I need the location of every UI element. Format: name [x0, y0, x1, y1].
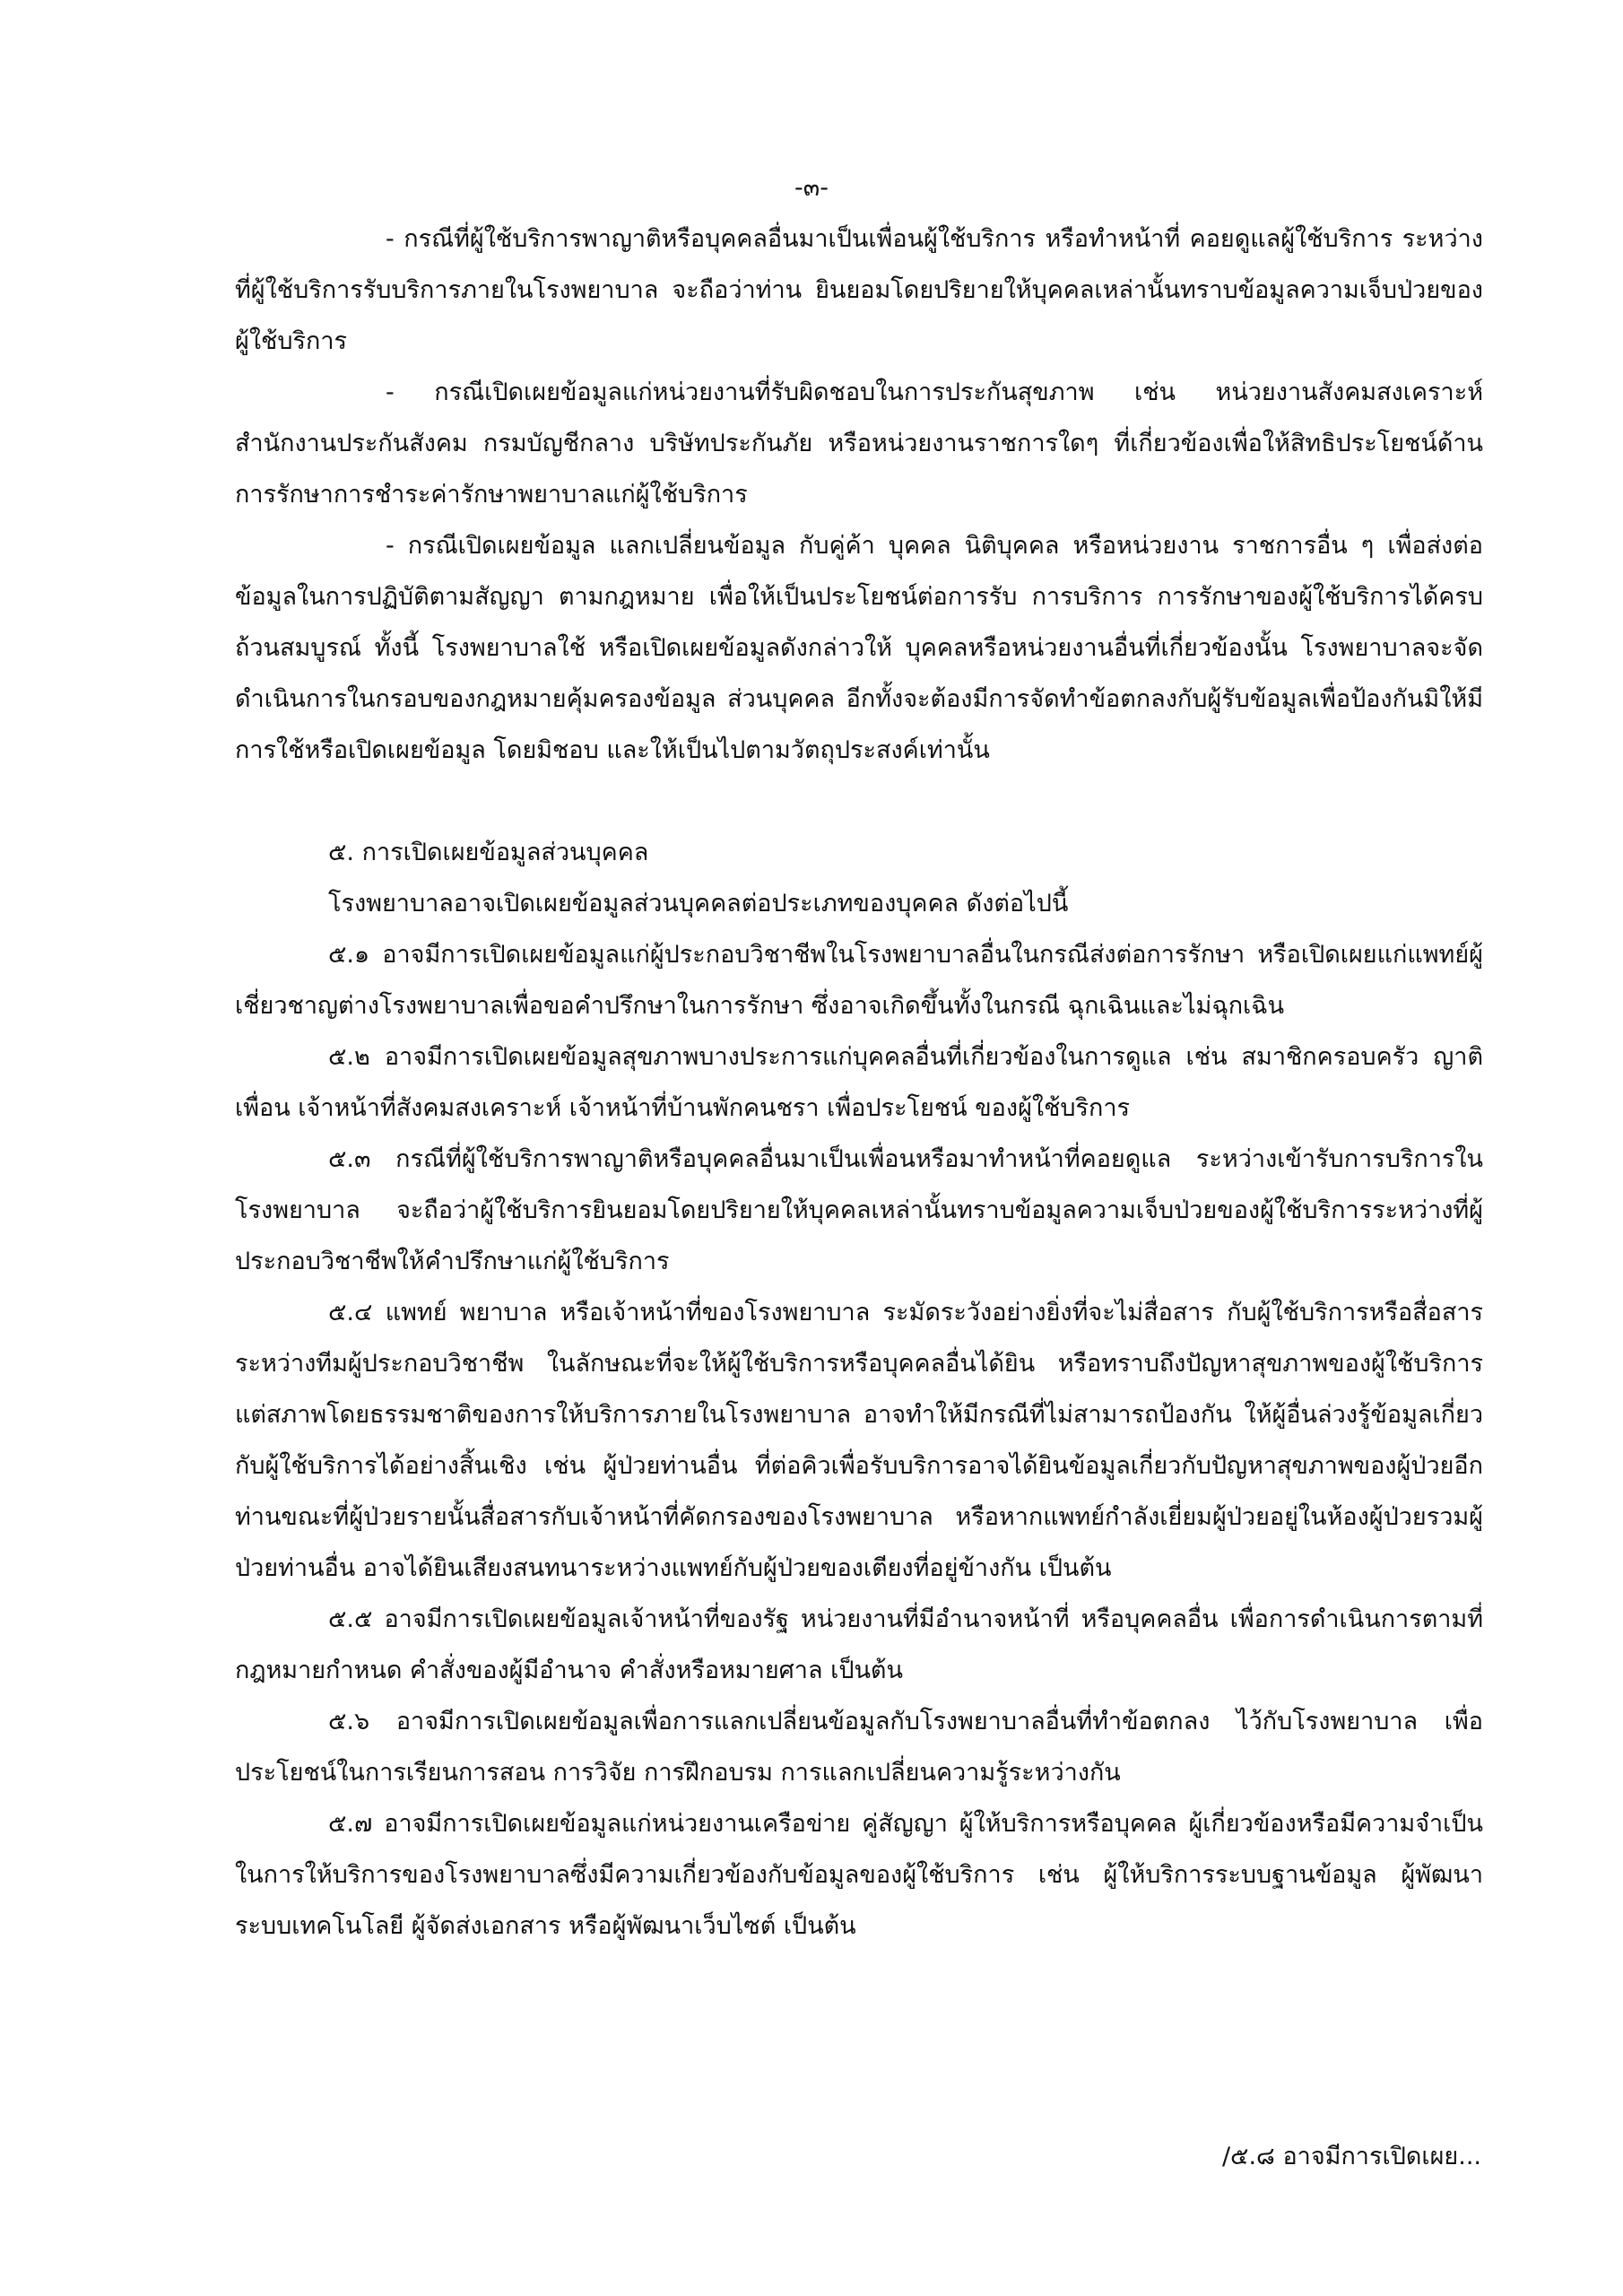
paragraph-item-5-7: ๕.๗ อาจมีการเปิดเผยข้อมูลแก่หน่วยงานเครือข่าย คู่สัญญา ผู้ให้บริการหรือบุคคล ผู้เกี่ยวข้องหรือมีความจำเป็นในการให้บริการของโรงพยาบาลซึ่งมีความเกี่ยวข้องกับข้อมูลของผู้ใช้บริการ เช่น ผู้ให้บริการระบบฐานข้อมูล ผู้พัฒนาระบบเทคโนโลยี ผู้จัดส่งเอกสาร หรือผู้พัฒนาเว็บไซต์ เป็นต้น [235, 1810, 1483, 1940]
paragraph-bullet-exchange: - กรณีเปิดเผยข้อมูล แลกเปลี่ยนข้อมูล กับคู่ค้า บุคคล นิติบุคคล หรือหน่วยงาน ราชการอื่น ๆ เพื่อส่งต่อข้อมูลในการปฏิบัติตามสัญญา ตามกฎหมาย เพื่อให้เป็นประโยชน์ต่อการรับ การบริการ การรักษาของผู้ใช้บริการได้ครบถ้วนสมบูรณ์ ทั้งนี้ โรงพยาบาลใช้ หรือเปิดเผยข้อมูลดังกล่าวให้ บุคคลหรือหน่วยงานอื่นที่เกี่ยวข้องนั้น โรงพยาบาลจะจัดดำเนินการในกรอบของกฎหมายคุ้มครองข้อมูล ส่วนบุคคล อีกทั้งจะต้องมีการจัดทำข้อตกลงกับผู้รับข้อมูลเพื่อป้องกันมิให้มีการใช้หรือเปิดเผยข้อมูล โดยมิชอบ และให้เป็นไปตามวัตถุประสงค์เท่านั้น [235, 532, 1483, 764]
page-number: -๓- [794, 174, 829, 202]
paragraph-item-5-6: ๕.๖ อาจมีการเปิดเผยข้อมูลเพื่อการแลกเปลี่ยนข้อมูลกับโรงพยาบาลอื่นที่ทำข้อตกลง ไว้กับโรงพยาบาล เพื่อประโยชน์ในการเรียนการสอน การวิจัย การฝึกอบรม การแลกเปลี่ยนความรู้ระหว่างกัน [235, 1708, 1483, 1787]
section-intro: โรงพยาบาลอาจเปิดเผยข้อมูลส่วนบุคคลต่อประเภทของบุคคล ดังต่อไปนี้ [328, 890, 1069, 918]
paragraph-item-5-3: ๕.๓ กรณีที่ผู้ใช้บริการพาญาติหรือบุคคลอื่นมาเป็นเพื่อนหรือมาทำหน้าที่คอยดูแล ระหว่างเข้ารับการบริการในโรงพยาบาล จะถือว่าผู้ใช้บริการยินยอมโดยปริยายให้บุคคลเหล่านั้นทราบข้อมูลความเจ็บป่วยของผู้ใช้บริการระหว่างที่ผู้ประกอบวิชาชีพให้คำปรึกษาแก่ผู้ใช้บริการ [235, 1145, 1483, 1275]
paragraph-bullet-insurance: - กรณีเปิดเผยข้อมูลแก่หน่วยงานที่รับผิดชอบในการประกันสุขภาพ เช่น หน่วยงานสังคมสงเคราะห์ สำนักงานประกันสังคม กรมบัญชีกลาง บริษัทประกันภัย หรือหน่วยงานราชการใดๆ ที่เกี่ยวข้องเพื่อให้สิทธิประโยชน์ด้านการรักษาการชำระค่ารักษาพยาบาลแก่ผู้ใช้บริการ [235, 378, 1483, 509]
document-body [235, 213, 1483, 1952]
paragraph-item-5-2: ๕.๒ อาจมีการเปิดเผยข้อมูลสุขภาพบางประการแก่บุคคลอื่นที่เกี่ยวข้องในการดูแล เช่น สมาชิกครอบครัว ญาติ เพื่อน เจ้าหน้าที่สังคมสงเคราะห์ เจ้าหน้าที่บ้านพักคนชรา เพื่อประโยชน์ ของผู้ใช้บริการ [235, 1043, 1483, 1122]
section-heading: ๕. การเปิดเผยข้อมูลส่วนบุคคล [328, 839, 649, 866]
paragraph-item-5-4: ๕.๔ แพทย์ พยาบาล หรือเจ้าหน้าที่ของโรงพยาบาล ระมัดระวังอย่างยิ่งที่จะไม่สื่อสาร กับผู้ใช้บริการหรือสื่อสารระหว่างทีมผู้ประกอบวิชาชีพ ในลักษณะที่จะให้ผู้ใช้บริการหรือบุคคลอื่นได้ยิน หรือทราบถึงปัญหาสุขภาพของผู้ใช้บริการ แต่สภาพโดยธรรมชาติของการให้บริการภายในโรงพยาบาล อาจทำให้มีกรณีที่ไม่สามารถป้องกัน ให้ผู้อื่นล่วงรู้ข้อมูลเกี่ยวกับผู้ใช้บริการได้อย่างสิ้นเชิง เช่น ผู้ป่วยท่านอื่น ที่ต่อคิวเพื่อรับบริการอาจได้ยินข้อมูลเกี่ยวกับปัญหาสุขภาพของผู้ป่วยอีกท่านขณะที่ผู้ป่วยรายนั้นสื่อสารกับเจ้าหน้าที่คัดกรองของโรงพยาบาล หรือหากแพทย์กำลังเยี่ยมผู้ป่วยอยู่ในห้องผู้ป่วยรวมผู้ป่วยท่านอื่น อาจได้ยินเสียงสนทนาระหว่างแพทย์กับผู้ป่วยของเตียงที่อยู่ข้างกัน เป็นต้น [235, 1299, 1483, 1582]
paragraph-bullet-relatives: - กรณีที่ผู้ใช้บริการพาญาติหรือบุคคลอื่นมาเป็นเพื่อนผู้ใช้บริการ หรือทำหน้าที่ คอยดูแลผู้ใช้บริการ ระหว่างที่ผู้ใช้บริการรับบริการภายในโรงพยาบาล จะถือว่าท่าน ยินยอมโดยปริยายให้บุคคลเหล่านั้นทราบข้อมูลความเจ็บป่วยของผู้ใช้บริการ [235, 225, 1483, 355]
paragraph-item-5-5: ๕.๕ อาจมีการเปิดเผยข้อมูลเจ้าหน้าที่ของรัฐ หน่วยงานที่มีอำนาจหน้าที่ หรือบุคคลอื่น เพื่อการดำเนินการตามที่กฎหมายกำหนด คำสั่งของผู้มีอำนาจ คำสั่งหรือหมายศาล เป็นต้น [235, 1605, 1483, 1684]
paragraph-spacer [235, 776, 1483, 827]
paragraph-item-5-1: ๕.๑ อาจมีการเปิดเผยข้อมูลแก่ผู้ประกอบวิชาชีพในโรงพยาบาลอื่นในกรณีส่งต่อการรักษา หรือเปิดเผยแก่แพทย์ผู้เชี่ยวชาญต่างโรงพยาบาลเพื่อขอคำปรึกษาในการรักษา ซึ่งอาจเกิดขึ้นทั้งในกรณี ฉุกเฉินและไม่ฉุกเฉิน [235, 941, 1483, 1020]
continuation-reference: /๕.๘ อาจมีการเปิดเผย... [1221, 2143, 1481, 2170]
